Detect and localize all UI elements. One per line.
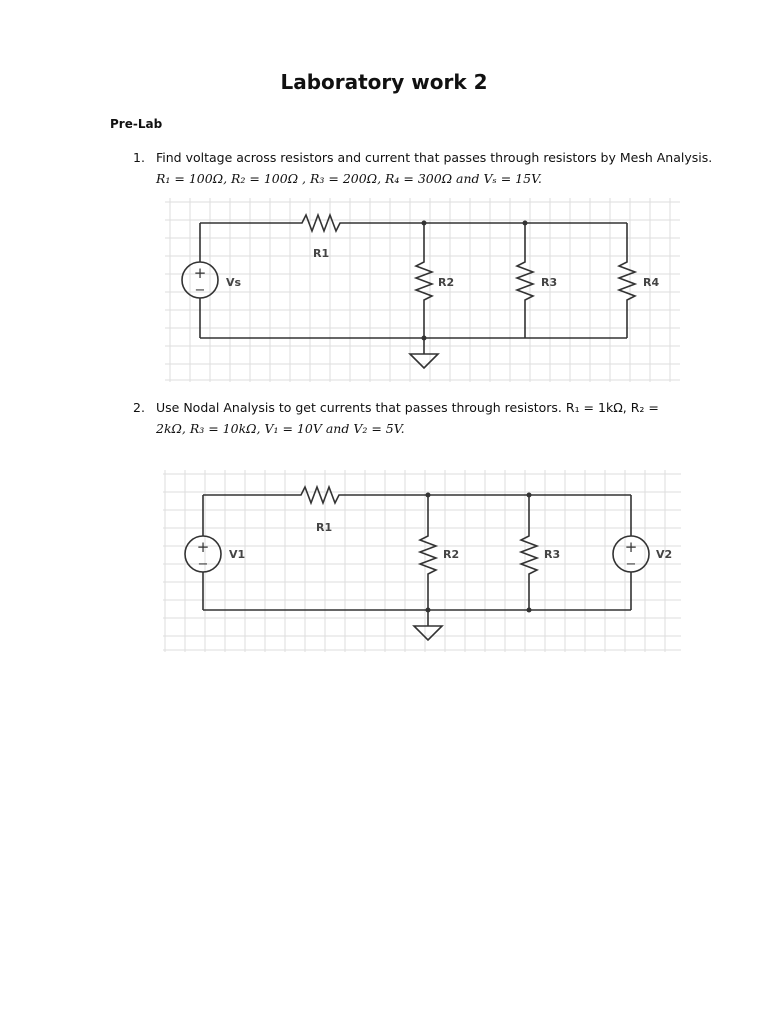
r3-label: R3 <box>544 548 561 561</box>
source1-label: V1 <box>229 548 246 561</box>
page-title: Laboratory work 2 <box>280 70 488 94</box>
svg-text:+: + <box>193 264 207 282</box>
svg-text:+: + <box>624 538 638 556</box>
r1-label: R1 <box>313 247 330 260</box>
question-number: 2. <box>133 400 145 415</box>
circuit-diagram-2 <box>163 470 685 656</box>
source2-label: V2 <box>656 548 673 561</box>
question-text: Use Nodal Analysis to get currents that passes through resistors. R₁ = 1kΩ, R₂ = <box>156 400 659 415</box>
r1-label: R1 <box>316 521 333 534</box>
question-values: 2kΩ, R₃ = 10kΩ, V₁ = 10V and V₂ = 5V. <box>156 421 405 436</box>
r2-label: R2 <box>443 548 460 561</box>
circuit-diagram-1 <box>165 198 685 384</box>
svg-text:−: − <box>197 557 209 572</box>
svg-text:−: − <box>625 557 637 572</box>
svg-text:+: + <box>196 538 210 556</box>
svg-text:−: − <box>194 283 206 298</box>
r4-label: R4 <box>643 276 660 289</box>
r2-label: R2 <box>438 276 455 289</box>
r3-label: R3 <box>541 276 558 289</box>
question-text: Find voltage across resistors and current that passes through resistors by Mesh Analysis. <box>156 150 713 165</box>
section-heading: Pre-Lab <box>110 117 163 131</box>
question-number: 1. <box>133 150 145 165</box>
source-label: Vs <box>226 276 242 289</box>
question-values: R₁ = 100Ω, R₂ = 100Ω , R₃ = 200Ω, R₄ = 300Ω and Vₛ = 15V. <box>156 171 542 186</box>
